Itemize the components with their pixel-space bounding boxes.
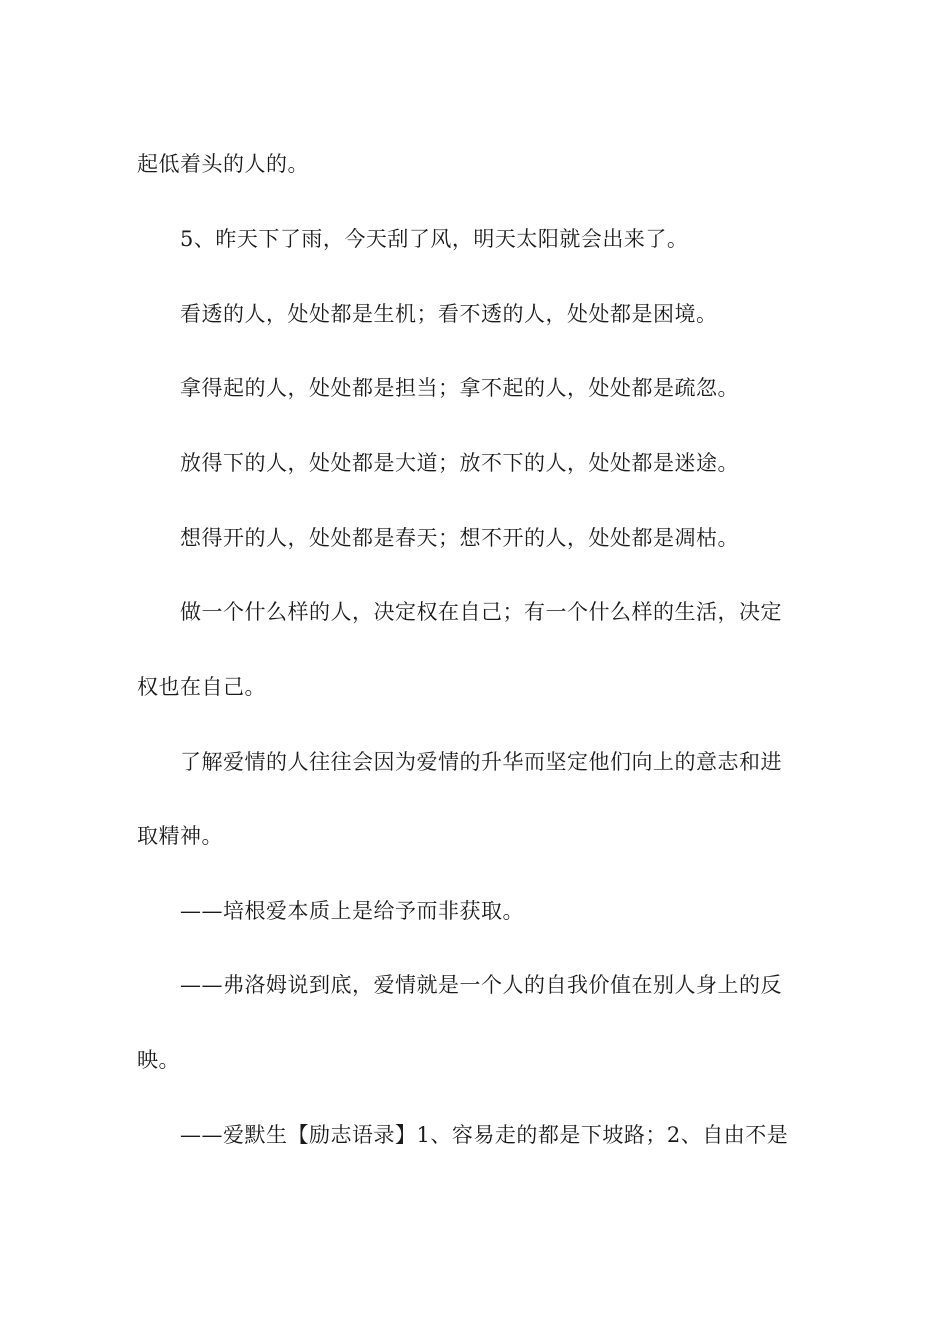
text-line: 拿得起的人，处处都是担当；拿不起的人，处处都是疏忽。 bbox=[180, 376, 739, 400]
text-line: ——培根爱本质上是给予而非获取。 bbox=[180, 899, 524, 923]
text-line: 了解爱情的人往往会因为爱情的升华而坚定他们向上的意志和进 bbox=[180, 750, 782, 774]
text-line: 想得开的人，处处都是春天；想不开的人，处处都是凋枯。 bbox=[180, 526, 739, 550]
text-line: 5、昨天下了雨，今天刮了风，明天太阳就会出来了。 bbox=[180, 227, 689, 251]
text-line: 映。 bbox=[137, 1048, 180, 1072]
text-line: 看透的人，处处都是生机；看不透的人，处处都是困境。 bbox=[180, 302, 718, 326]
text-line: 做一个什么样的人，决定权在自己；有一个什么样的生活，决定 bbox=[180, 600, 782, 624]
text-line: 放得下的人，处处都是大道；放不下的人，处处都是迷途。 bbox=[180, 451, 739, 475]
text-line: 权也在自己。 bbox=[137, 675, 266, 699]
text-line: 取精神。 bbox=[137, 824, 223, 848]
text-line: ——弗洛姆说到底，爱情就是一个人的自我价值在别人身上的反 bbox=[180, 973, 782, 997]
text-line: ——爱默生【励志语录】1、容易走的都是下坡路；2、自由不是 bbox=[180, 1123, 789, 1147]
text-line: 起低着头的人的。 bbox=[137, 152, 309, 176]
